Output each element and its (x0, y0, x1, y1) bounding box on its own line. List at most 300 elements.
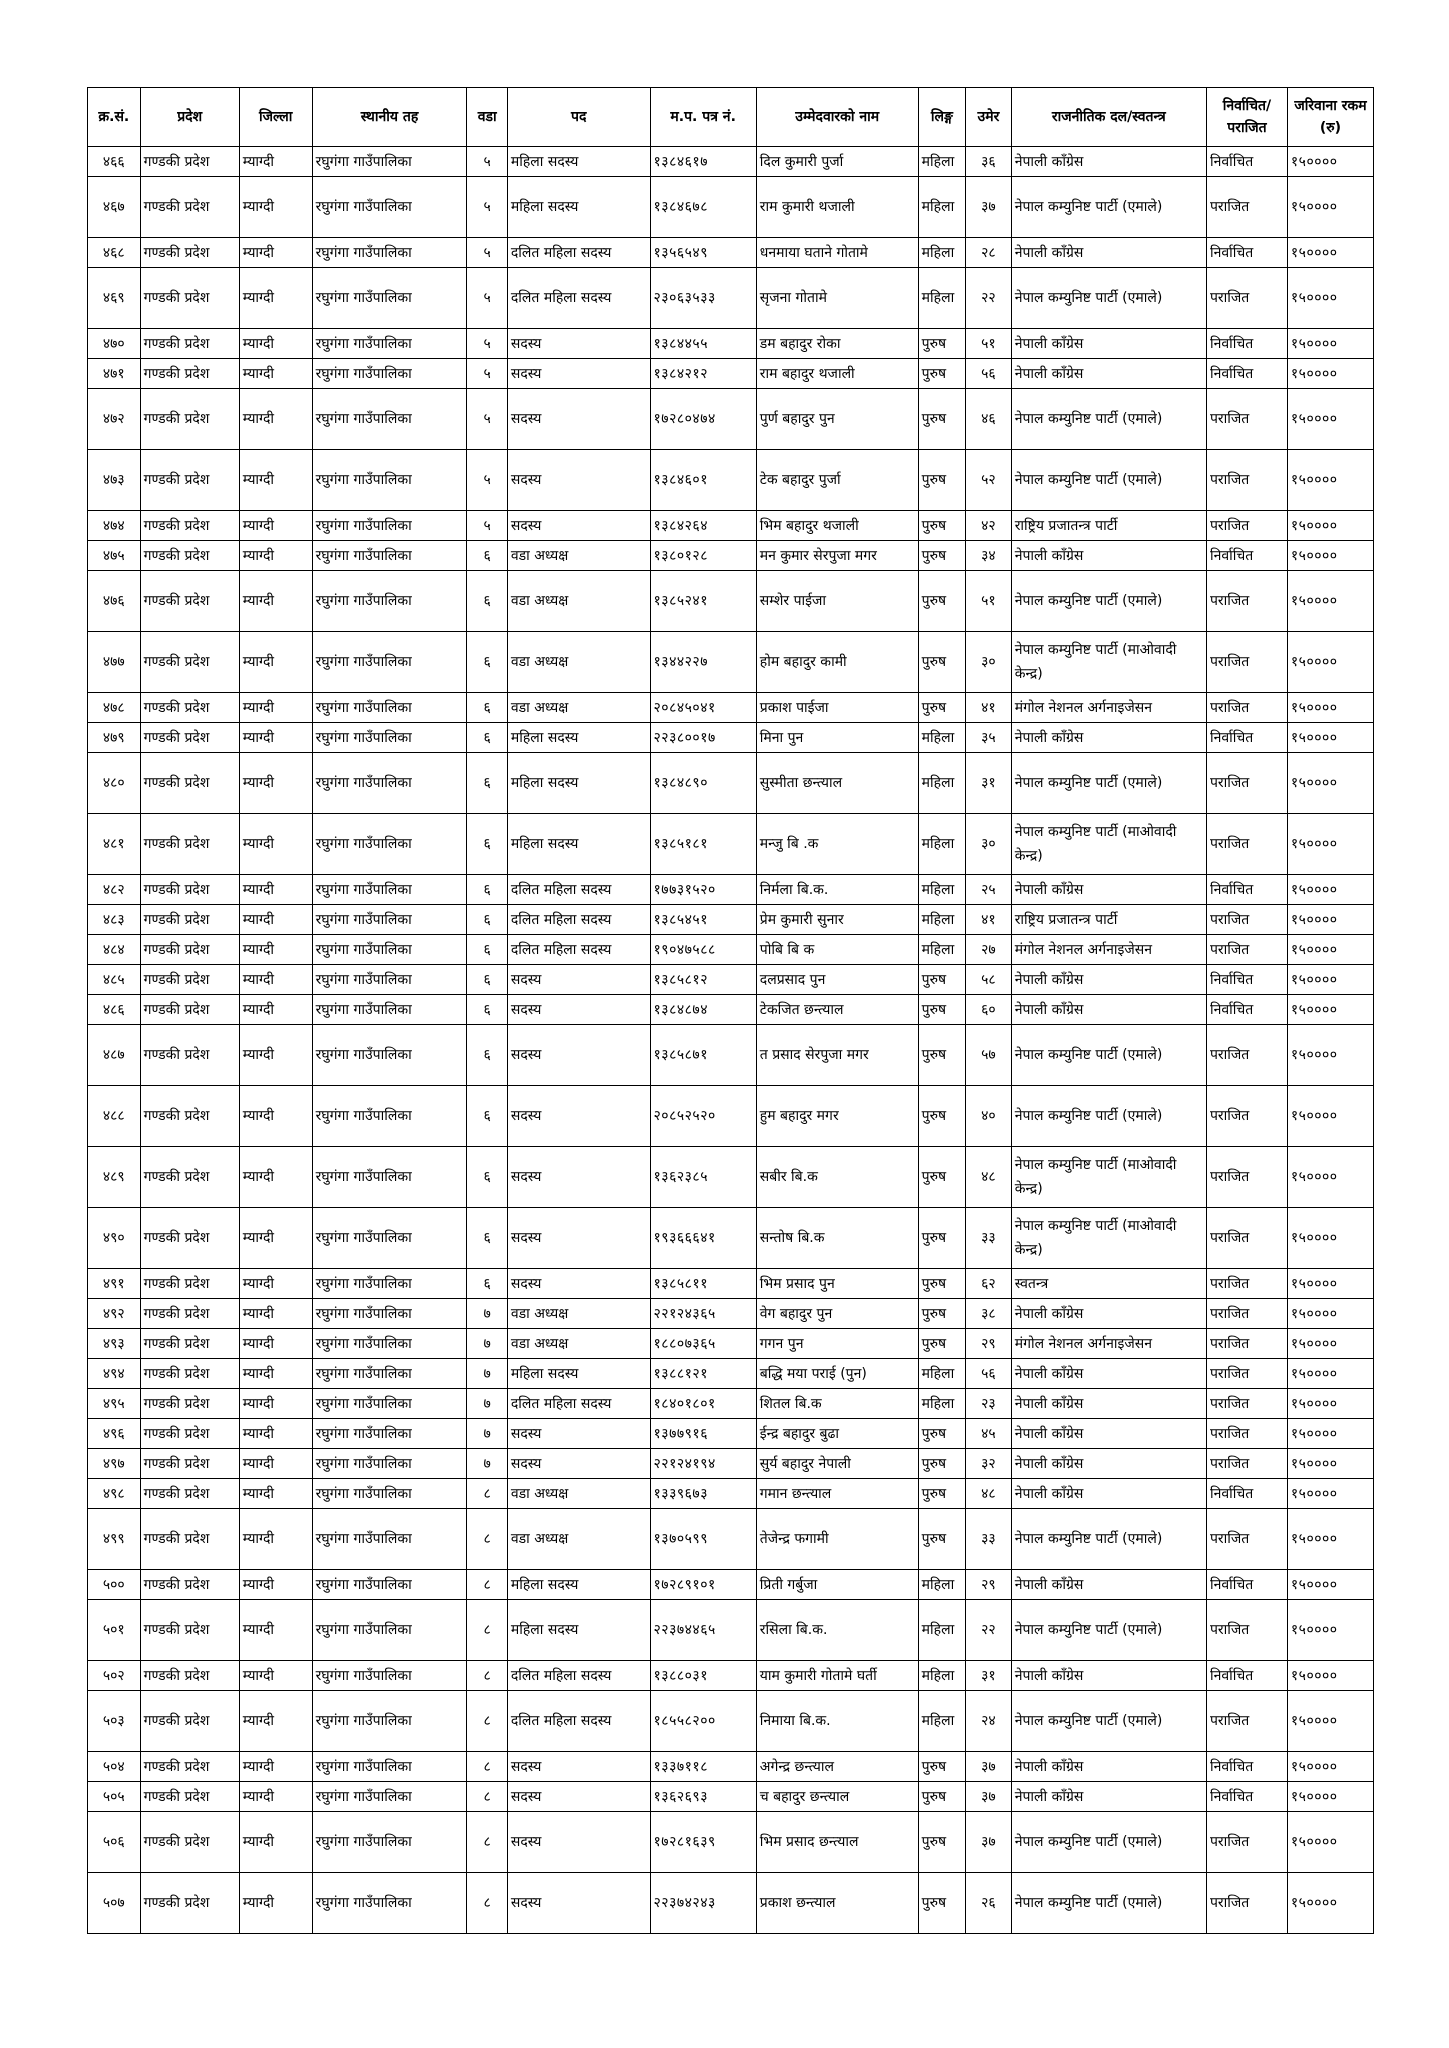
table-row (88, 147, 1374, 177)
cell-result: निर्वाचित (1206, 359, 1287, 389)
cell-local-level: रघुगंगा गाउँपालिका (312, 1479, 467, 1509)
table-row (88, 1208, 1374, 1269)
cell-result: पराजित (1206, 450, 1287, 511)
cell-voter-id: २०८४५०४१ (650, 693, 756, 723)
cell-result: पराजित (1206, 632, 1287, 693)
cell-fine-amount: १५०००० (1287, 268, 1373, 329)
cell-fine-amount: १५०००० (1287, 1299, 1373, 1329)
cell-gender: पुरुष (918, 1329, 966, 1359)
table-row (88, 1449, 1374, 1479)
cell-serial: ४९९ (88, 1509, 141, 1570)
cell-age: २७ (966, 935, 1012, 965)
cell-local-level: रघुगंगा गाउँपालिका (312, 875, 467, 905)
cell-ward: ७ (467, 1359, 507, 1389)
cell-post: महिला सदस्य (507, 1359, 650, 1389)
cell-fine-amount: १५०००० (1287, 723, 1373, 753)
cell-gender: महिला (918, 905, 966, 935)
cell-serial: ५०७ (88, 1873, 141, 1934)
cell-province: गण्डकी प्रदेश (140, 1025, 239, 1086)
cell-fine-amount: १५०००० (1287, 1752, 1373, 1782)
cell-voter-id: १७७३१५२० (650, 875, 756, 905)
cell-gender: महिला (918, 814, 966, 875)
cell-fine-amount: १५०००० (1287, 1449, 1373, 1479)
cell-district: म्याग्दी (239, 1147, 312, 1208)
cell-party: नेपाली काँग्रेस (1011, 238, 1206, 268)
cell-result: पराजित (1206, 1509, 1287, 1570)
cell-voter-id: १३८८१२१ (650, 1359, 756, 1389)
cell-fine-amount: १५०००० (1287, 632, 1373, 693)
cell-age: ३१ (966, 1661, 1012, 1691)
cell-ward: ५ (467, 177, 507, 238)
cell-province: गण्डकी प्रदेश (140, 359, 239, 389)
cell-candidate-name: याम कुमारी गोतामे घर्ती (756, 1661, 918, 1691)
cell-age: ३७ (966, 1812, 1012, 1873)
cell-voter-id: १३८४२१२ (650, 359, 756, 389)
cell-post: सदस्य (507, 965, 650, 995)
cell-post: सदस्य (507, 329, 650, 359)
cell-local-level: रघुगंगा गाउँपालिका (312, 1329, 467, 1359)
table-row (88, 1691, 1374, 1752)
cell-local-level: रघुगंगा गाउँपालिका (312, 723, 467, 753)
cell-gender: महिला (918, 1600, 966, 1661)
cell-gender: महिला (918, 238, 966, 268)
cell-fine-amount: १५०००० (1287, 1208, 1373, 1269)
cell-local-level: रघुगंगा गाउँपालिका (312, 238, 467, 268)
cell-province: गण्डकी प्रदेश (140, 1449, 239, 1479)
cell-gender: महिला (918, 1691, 966, 1752)
cell-district: म्याग्दी (239, 177, 312, 238)
cell-voter-id: २०८५२५२० (650, 1086, 756, 1147)
table-row (88, 1299, 1374, 1329)
cell-province: गण्डकी प्रदेश (140, 1419, 239, 1449)
cell-post: महिला सदस्य (507, 1600, 650, 1661)
cell-district: म्याग्दी (239, 1359, 312, 1389)
table-row (88, 723, 1374, 753)
cell-party: नेपाली काँग्रेस (1011, 965, 1206, 995)
cell-candidate-name: मन कुमार सेरपुजा मगर (756, 541, 918, 571)
cell-age: ३२ (966, 1449, 1012, 1479)
cell-result: पराजित (1206, 1873, 1287, 1934)
col-header-voter-id: म.प. पत्र नं. (650, 88, 756, 147)
cell-local-level: रघुगंगा गाउँपालिका (312, 1661, 467, 1691)
table-row (88, 1269, 1374, 1299)
cell-voter-id: १३८५८७१ (650, 1025, 756, 1086)
col-header-fine-amount: जरिवाना रकम (रु) (1287, 88, 1373, 147)
cell-province: गण्डकी प्रदेश (140, 693, 239, 723)
cell-serial: ४८८ (88, 1086, 141, 1147)
cell-party: नेपाली काँग्रेस (1011, 541, 1206, 571)
cell-district: म्याग्दी (239, 1269, 312, 1299)
cell-candidate-name: हुम बहादुर मगर (756, 1086, 918, 1147)
cell-district: म्याग्दी (239, 1812, 312, 1873)
cell-serial: ४७२ (88, 389, 141, 450)
cell-voter-id: १३८८०३१ (650, 1661, 756, 1691)
cell-district: म्याग्दी (239, 723, 312, 753)
cell-gender: महिला (918, 875, 966, 905)
cell-local-level: रघुगंगा गाउँपालिका (312, 905, 467, 935)
cell-fine-amount: १५०००० (1287, 1570, 1373, 1600)
cell-fine-amount: १५०००० (1287, 511, 1373, 541)
cell-local-level: रघुगंगा गाउँपालिका (312, 1147, 467, 1208)
cell-district: म्याग्दी (239, 450, 312, 511)
table-row (88, 753, 1374, 814)
cell-ward: ७ (467, 1329, 507, 1359)
cell-age: २९ (966, 1329, 1012, 1359)
cell-ward: ७ (467, 1419, 507, 1449)
cell-fine-amount: १५०००० (1287, 1691, 1373, 1752)
cell-fine-amount: १५०००० (1287, 389, 1373, 450)
cell-age: ३७ (966, 177, 1012, 238)
cell-age: ३३ (966, 1208, 1012, 1269)
cell-serial: ४६७ (88, 177, 141, 238)
cell-serial: ५०५ (88, 1782, 141, 1812)
cell-post: महिला सदस्य (507, 814, 650, 875)
cell-fine-amount: १५०००० (1287, 1812, 1373, 1873)
cell-candidate-name: प्रकाश पाईजा (756, 693, 918, 723)
cell-age: ३३ (966, 1509, 1012, 1570)
cell-result: पराजित (1206, 1086, 1287, 1147)
cell-candidate-name: प्रेम कुमारी सुनार (756, 905, 918, 935)
cell-district: म्याग्दी (239, 147, 312, 177)
cell-local-level: रघुगंगा गाउँपालिका (312, 753, 467, 814)
cell-result: पराजित (1206, 935, 1287, 965)
cell-party: राष्ट्रिय प्रजातन्त्र पार्टी (1011, 511, 1206, 541)
cell-serial: ४७८ (88, 693, 141, 723)
cell-fine-amount: १५०००० (1287, 753, 1373, 814)
cell-party: नेपाली काँग्रेस (1011, 329, 1206, 359)
cell-province: गण्डकी प्रदेश (140, 571, 239, 632)
cell-age: ४८ (966, 1479, 1012, 1509)
cell-candidate-name: टेक बहादुर पुर्जा (756, 450, 918, 511)
cell-serial: ४७० (88, 329, 141, 359)
cell-district: म्याग्दी (239, 632, 312, 693)
cell-voter-id: १३३७११८ (650, 1752, 756, 1782)
cell-age: ४१ (966, 693, 1012, 723)
cell-party: राष्ट्रिय प्रजातन्त्र पार्टी (1011, 905, 1206, 935)
cell-local-level: रघुगंगा गाउँपालिका (312, 1359, 467, 1389)
cell-post: सदस्य (507, 1873, 650, 1934)
table-row (88, 1359, 1374, 1389)
cell-candidate-name: होम बहादुर कामी (756, 632, 918, 693)
cell-voter-id: २३०६३५३३ (650, 268, 756, 329)
cell-district: म्याग्दी (239, 1600, 312, 1661)
cell-ward: ८ (467, 1752, 507, 1782)
cell-local-level: रघुगंगा गाउँपालिका (312, 1509, 467, 1570)
cell-province: गण्डकी प्रदेश (140, 1359, 239, 1389)
cell-party: नेपाली काँग्रेस (1011, 1419, 1206, 1449)
cell-district: म्याग्दी (239, 359, 312, 389)
cell-voter-id: १३३९६७३ (650, 1479, 756, 1509)
cell-voter-id: १३८४६०१ (650, 450, 756, 511)
cell-district: म्याग्दी (239, 1025, 312, 1086)
cell-post: सदस्य (507, 1812, 650, 1873)
cell-serial: ४९५ (88, 1389, 141, 1419)
cell-voter-id: १३८४८९० (650, 753, 756, 814)
cell-post: सदस्य (507, 359, 650, 389)
cell-gender: पुरुष (918, 1086, 966, 1147)
col-header-local-level: स्थानीय तह (312, 88, 467, 147)
cell-age: ४१ (966, 905, 1012, 935)
cell-party: नेपाली काँग्रेस (1011, 995, 1206, 1025)
cell-gender: पुरुष (918, 329, 966, 359)
cell-age: ३८ (966, 1299, 1012, 1329)
cell-serial: ५०३ (88, 1691, 141, 1752)
table-row (88, 541, 1374, 571)
cell-result: पराजित (1206, 1600, 1287, 1661)
cell-ward: ५ (467, 359, 507, 389)
cell-serial: ४७५ (88, 541, 141, 571)
cell-voter-id: १८८०७३६५ (650, 1329, 756, 1359)
cell-candidate-name: धनमाया घताने गोतामे (756, 238, 918, 268)
cell-province: गण्डकी प्रदेश (140, 450, 239, 511)
cell-gender: पुरुष (918, 1873, 966, 1934)
cell-district: म्याग्दी (239, 1752, 312, 1782)
cell-candidate-name: निर्मला बि.क. (756, 875, 918, 905)
cell-province: गण्डकी प्रदेश (140, 753, 239, 814)
table-row (88, 1752, 1374, 1782)
cell-gender: पुरुष (918, 1208, 966, 1269)
cell-province: गण्डकी प्रदेश (140, 1147, 239, 1208)
cell-post: सदस्य (507, 1025, 650, 1086)
col-header-post: पद (507, 88, 650, 147)
cell-voter-id: १३४४२२७ (650, 632, 756, 693)
cell-fine-amount: १५०००० (1287, 1086, 1373, 1147)
cell-fine-amount: १५०००० (1287, 1873, 1373, 1934)
cell-gender: पुरुष (918, 995, 966, 1025)
cell-candidate-name: सृजना गोतामे (756, 268, 918, 329)
cell-party: नेपाली काँग्रेस (1011, 723, 1206, 753)
cell-gender: महिला (918, 753, 966, 814)
cell-voter-id: १३५६५४९ (650, 238, 756, 268)
table-row (88, 995, 1374, 1025)
cell-local-level: रघुगंगा गाउँपालिका (312, 1419, 467, 1449)
cell-party: नेपाली काँग्रेस (1011, 1570, 1206, 1600)
cell-serial: ४८६ (88, 995, 141, 1025)
cell-province: गण्डकी प्रदेश (140, 1752, 239, 1782)
table-row (88, 268, 1374, 329)
cell-gender: पुरुष (918, 1449, 966, 1479)
table-row (88, 1570, 1374, 1600)
cell-province: गण्डकी प्रदेश (140, 632, 239, 693)
cell-gender: पुरुष (918, 1782, 966, 1812)
cell-province: गण्डकी प्रदेश (140, 814, 239, 875)
cell-result: निर्वाचित (1206, 995, 1287, 1025)
cell-local-level: रघुगंगा गाउँपालिका (312, 1570, 467, 1600)
cell-district: म्याग्दी (239, 1208, 312, 1269)
cell-fine-amount: १५०००० (1287, 571, 1373, 632)
cell-party: नेपाल कम्युनिष्ट पार्टी (एमाले) (1011, 389, 1206, 450)
table-row (88, 1479, 1374, 1509)
cell-serial: ४८० (88, 753, 141, 814)
col-header-ward: वडा (467, 88, 507, 147)
cell-province: गण्डकी प्रदेश (140, 935, 239, 965)
cell-party: नेपाल कम्युनिष्ट पार्टी (माओवादी केन्द्र) (1011, 1147, 1206, 1208)
cell-gender: पुरुष (918, 1509, 966, 1570)
cell-district: म्याग्दी (239, 1419, 312, 1449)
cell-province: गण्डकी प्रदेश (140, 1812, 239, 1873)
cell-local-level: रघुगंगा गाउँपालिका (312, 1812, 467, 1873)
cell-party: नेपाल कम्युनिष्ट पार्टी (माओवादी केन्द्र) (1011, 632, 1206, 693)
cell-age: २४ (966, 1691, 1012, 1752)
cell-gender: पुरुष (918, 1479, 966, 1509)
cell-party: नेपाल कम्युनिष्ट पार्टी (एमाले) (1011, 268, 1206, 329)
cell-gender: महिला (918, 1359, 966, 1389)
cell-district: म्याग्दी (239, 1873, 312, 1934)
cell-age: ५८ (966, 965, 1012, 995)
cell-district: म्याग्दी (239, 389, 312, 450)
cell-candidate-name: ईन्द्र बहादुर बुढा (756, 1419, 918, 1449)
cell-ward: ५ (467, 147, 507, 177)
cell-fine-amount: १५०००० (1287, 1269, 1373, 1299)
cell-district: म्याग्दी (239, 1449, 312, 1479)
cell-post: सदस्य (507, 1752, 650, 1782)
cell-province: गण्डकी प्रदेश (140, 1600, 239, 1661)
cell-district: म्याग्दी (239, 1691, 312, 1752)
cell-fine-amount: १५०००० (1287, 1025, 1373, 1086)
cell-ward: ६ (467, 632, 507, 693)
cell-ward: ७ (467, 1299, 507, 1329)
cell-ward: ६ (467, 814, 507, 875)
cell-ward: ६ (467, 995, 507, 1025)
cell-ward: ७ (467, 1449, 507, 1479)
table-row (88, 875, 1374, 905)
cell-ward: ६ (467, 693, 507, 723)
cell-age: २८ (966, 238, 1012, 268)
cell-voter-id: १३८४४५५ (650, 329, 756, 359)
cell-age: ४२ (966, 511, 1012, 541)
cell-district: म्याग्दी (239, 1389, 312, 1419)
cell-serial: ४९७ (88, 1449, 141, 1479)
cell-age: ५६ (966, 359, 1012, 389)
cell-local-level: रघुगंगा गाउँपालिका (312, 1299, 467, 1329)
cell-party: मंगोल नेशनल अर्गनाइजेसन (1011, 935, 1206, 965)
cell-result: पराजित (1206, 1269, 1287, 1299)
cell-voter-id: १३६२६९३ (650, 1782, 756, 1812)
cell-result: पराजित (1206, 268, 1287, 329)
cell-candidate-name: गमान छन्त्याल (756, 1479, 918, 1509)
cell-post: सदस्य (507, 1269, 650, 1299)
cell-district: म्याग्दी (239, 1299, 312, 1329)
cell-serial: ५०६ (88, 1812, 141, 1873)
cell-serial: ५०२ (88, 1661, 141, 1691)
cell-party: नेपाल कम्युनिष्ट पार्टी (एमाले) (1011, 1691, 1206, 1752)
cell-gender: पुरुष (918, 1025, 966, 1086)
cell-post: सदस्य (507, 389, 650, 450)
cell-ward: ५ (467, 268, 507, 329)
col-header-gender: लिङ्ग (918, 88, 966, 147)
cell-party: नेपाली काँग्रेस (1011, 147, 1206, 177)
cell-ward: ५ (467, 450, 507, 511)
col-header-result: निर्वाचित/ पराजित (1206, 88, 1287, 147)
cell-party: नेपाल कम्युनिष्ट पार्टी (एमाले) (1011, 753, 1206, 814)
cell-ward: ८ (467, 1509, 507, 1570)
cell-serial: ४७७ (88, 632, 141, 693)
cell-voter-id: १३६२३८५ (650, 1147, 756, 1208)
cell-ward: ५ (467, 389, 507, 450)
table-row (88, 905, 1374, 935)
cell-post: सदस्य (507, 1147, 650, 1208)
cell-voter-id: २२१२४१९४ (650, 1449, 756, 1479)
table-row (88, 1086, 1374, 1147)
cell-serial: ४८९ (88, 1147, 141, 1208)
cell-local-level: रघुगंगा गाउँपालिका (312, 450, 467, 511)
cell-serial: ४७४ (88, 511, 141, 541)
cell-serial: ५०० (88, 1570, 141, 1600)
table-row (88, 693, 1374, 723)
cell-fine-amount: १५०००० (1287, 1147, 1373, 1208)
cell-district: म्याग्दी (239, 1086, 312, 1147)
cell-party: नेपाली काँग्रेस (1011, 1299, 1206, 1329)
cell-age: २२ (966, 268, 1012, 329)
cell-party: स्वतन्त्र (1011, 1269, 1206, 1299)
cell-post: वडा अध्यक्ष (507, 541, 650, 571)
cell-local-level: रघुगंगा गाउँपालिका (312, 511, 467, 541)
col-header-province: प्रदेश (140, 88, 239, 147)
cell-fine-amount: १५०००० (1287, 875, 1373, 905)
cell-party: नेपाल कम्युनिष्ट पार्टी (एमाले) (1011, 450, 1206, 511)
cell-fine-amount: १५०००० (1287, 935, 1373, 965)
cell-result: पराजित (1206, 1208, 1287, 1269)
cell-gender: पुरुष (918, 1147, 966, 1208)
cell-age: २२ (966, 1600, 1012, 1661)
cell-local-level: रघुगंगा गाउँपालिका (312, 1269, 467, 1299)
cell-local-level: रघुगंगा गाउँपालिका (312, 359, 467, 389)
cell-result: निर्वाचित (1206, 1570, 1287, 1600)
cell-result: पराजित (1206, 389, 1287, 450)
cell-voter-id: १७२८१६३९ (650, 1812, 756, 1873)
cell-post: दलित महिला सदस्य (507, 1661, 650, 1691)
cell-local-level: रघुगंगा गाउँपालिका (312, 1600, 467, 1661)
cell-gender: पुरुष (918, 541, 966, 571)
cell-district: म्याग्दी (239, 935, 312, 965)
table-row (88, 1873, 1374, 1934)
cell-province: गण्डकी प्रदेश (140, 1873, 239, 1934)
cell-serial: ४९६ (88, 1419, 141, 1449)
cell-result: निर्वाचित (1206, 723, 1287, 753)
cell-post: सदस्य (507, 1449, 650, 1479)
cell-gender: पुरुष (918, 450, 966, 511)
cell-serial: ४६६ (88, 147, 141, 177)
cell-candidate-name: सुस्मीता छन्त्याल (756, 753, 918, 814)
cell-gender: महिला (918, 147, 966, 177)
cell-local-level: रघुगंगा गाउँपालिका (312, 1782, 467, 1812)
cell-province: गण्डकी प्रदेश (140, 1570, 239, 1600)
cell-gender: पुरुष (918, 693, 966, 723)
cell-ward: ८ (467, 1812, 507, 1873)
cell-province: गण्डकी प्रदेश (140, 238, 239, 268)
cell-province: गण्डकी प्रदेश (140, 1389, 239, 1419)
cell-province: गण्डकी प्रदेश (140, 1269, 239, 1299)
cell-result: पराजित (1206, 693, 1287, 723)
cell-serial: ४९२ (88, 1299, 141, 1329)
cell-serial: ५०४ (88, 1752, 141, 1782)
cell-serial: ४८३ (88, 905, 141, 935)
cell-post: सदस्य (507, 511, 650, 541)
table-row (88, 571, 1374, 632)
cell-party: नेपाल कम्युनिष्ट पार्टी (एमाले) (1011, 1873, 1206, 1934)
cell-serial: ४८४ (88, 935, 141, 965)
cell-post: सदस्य (507, 1782, 650, 1812)
cell-result: पराजित (1206, 571, 1287, 632)
cell-voter-id: १३८४२६४ (650, 511, 756, 541)
cell-post: दलित महिला सदस्य (507, 238, 650, 268)
cell-post: दलित महिला सदस्य (507, 905, 650, 935)
table-row (88, 511, 1374, 541)
cell-province: गण्डकी प्रदेश (140, 1208, 239, 1269)
cell-fine-amount: १५०००० (1287, 177, 1373, 238)
cell-district: म्याग्दी (239, 875, 312, 905)
cell-candidate-name: सन्तोष बि.क (756, 1208, 918, 1269)
